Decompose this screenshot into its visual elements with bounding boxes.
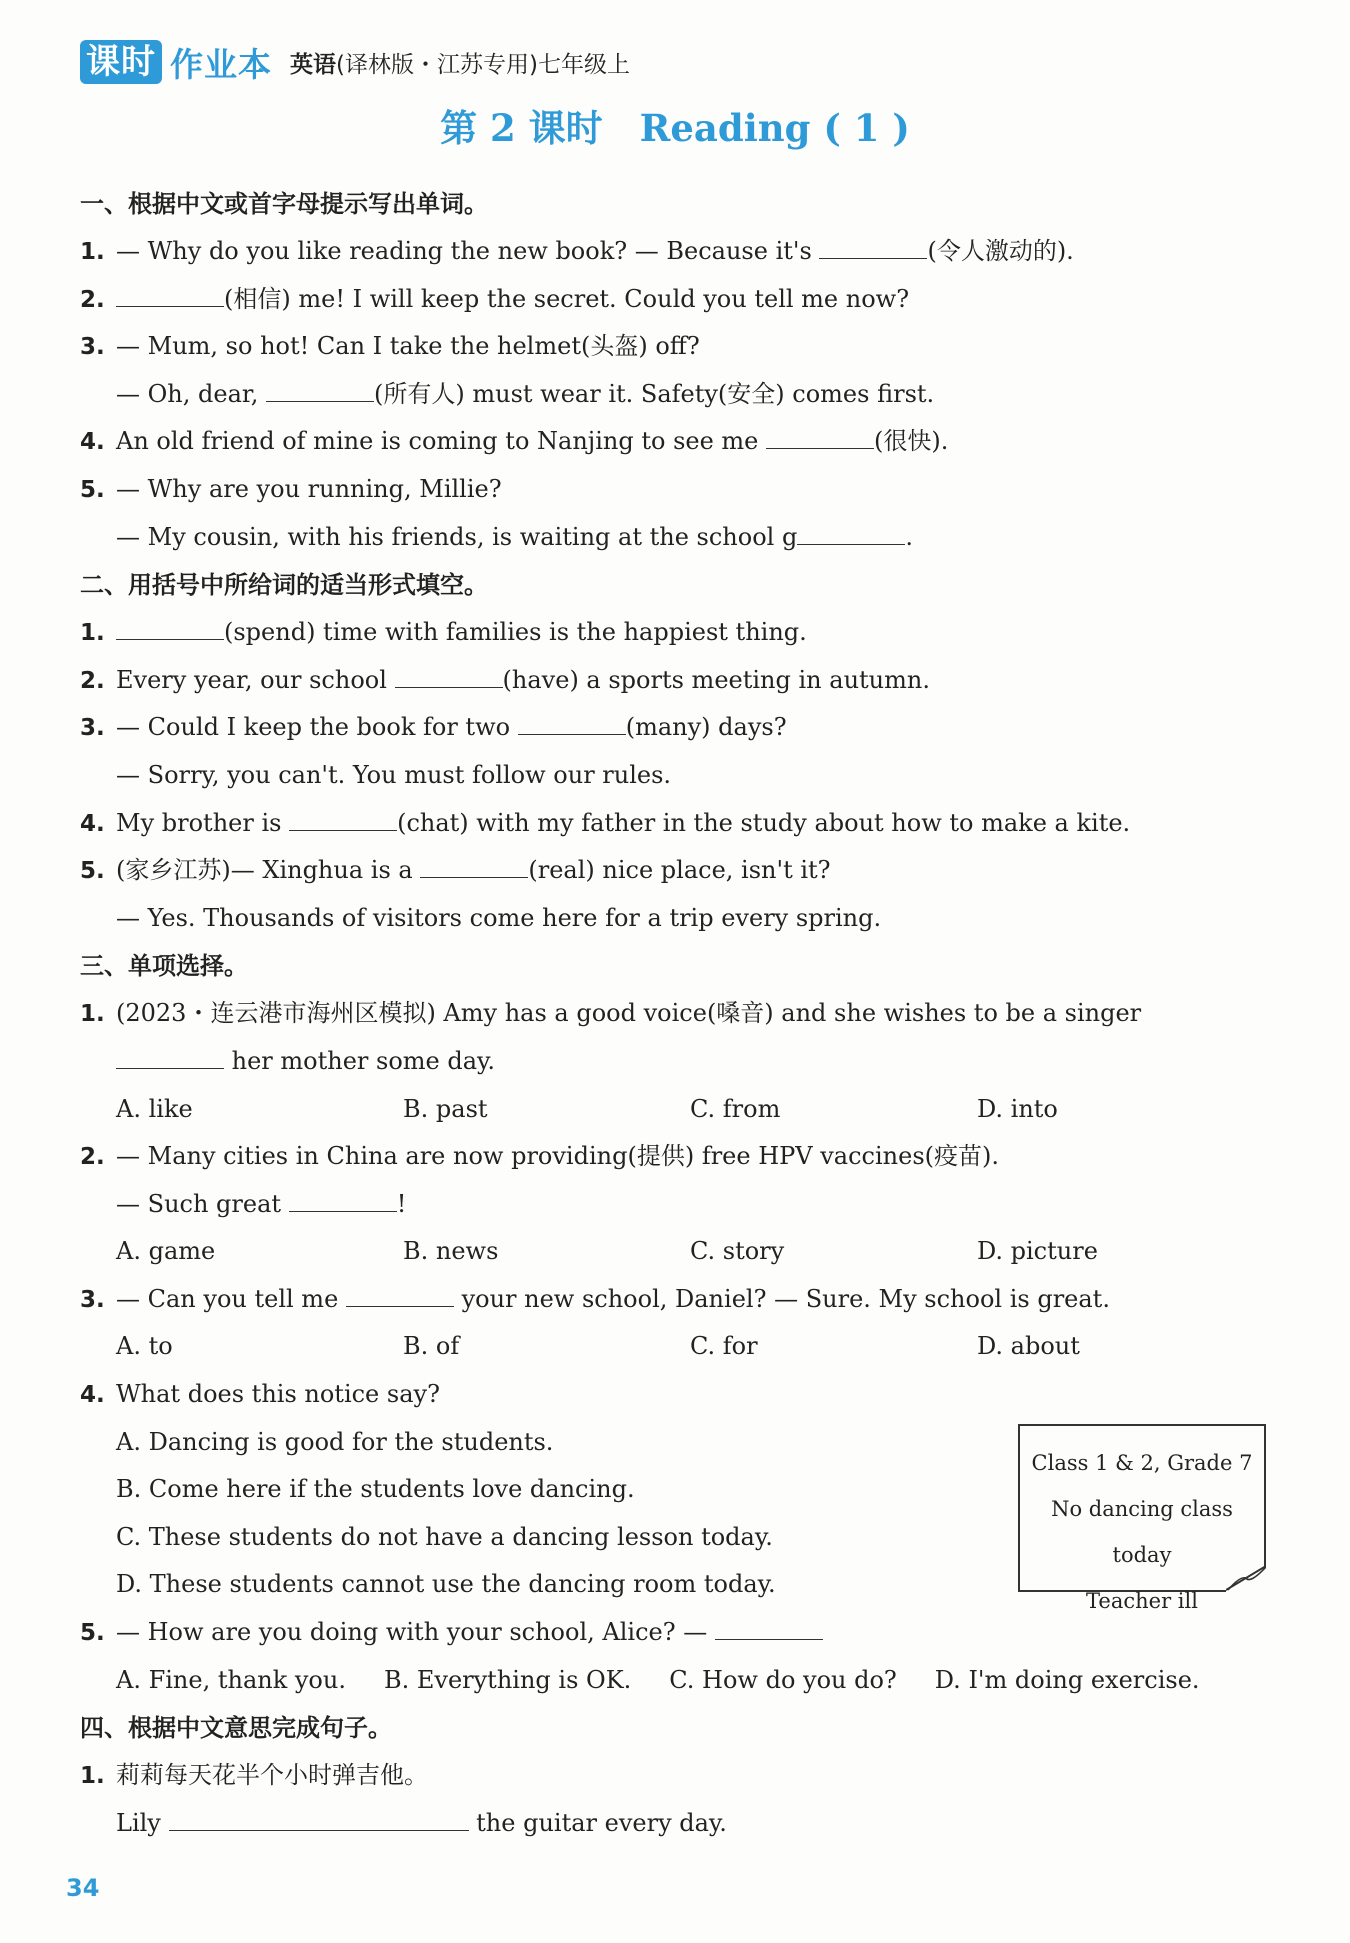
- question-2-4: 4. My brother is (chat) with my father in the study about how to make a kite.: [80, 800, 1280, 848]
- question-1-5-reply: — My cousin, with his friends, is waiting at the school g .: [80, 514, 1280, 562]
- option-c[interactable]: C. for: [690, 1332, 758, 1361]
- question-3-1: 1. (2023・连云港市海州区模拟) Amy has a good voice(嗓音) and she wishes to be a singer: [80, 999, 1142, 1028]
- notice-line-1: Class 1 & 2, Grade 7: [1031, 1451, 1253, 1475]
- option-d[interactable]: D. These students cannot use the dancing room today.: [116, 1570, 776, 1599]
- answer-blank[interactable]: [266, 377, 374, 402]
- brand-logo: 课时: [80, 40, 162, 84]
- answer-blank[interactable]: [169, 1806, 469, 1831]
- answer-blank[interactable]: [819, 234, 927, 259]
- section-heading-1: 一、根据中文或首字母提示写出单词。: [80, 190, 488, 218]
- question-4-1: 1. 莉莉每天花半个小时弹吉他。: [80, 1761, 428, 1790]
- option-d[interactable]: D. I'm doing exercise.: [934, 1665, 1200, 1694]
- brand-name: 作业本: [170, 44, 272, 84]
- answer-blank[interactable]: [766, 424, 874, 449]
- option-b[interactable]: B. news: [403, 1237, 499, 1266]
- book-header: [80, 40, 630, 84]
- question-1-2: 2. (相信) me! I will keep the secret. Could you tell me now?: [80, 276, 1280, 324]
- answer-blank[interactable]: [346, 1282, 454, 1307]
- notice-line-3: Teacher ill: [1086, 1589, 1198, 1613]
- answer-blank[interactable]: [116, 1044, 224, 1069]
- question-2-5: 5. (家乡江苏)— Xinghua is a (real) nice place, isn't it?: [80, 847, 1280, 895]
- page-fold-icon: [1226, 1566, 1266, 1592]
- question-3-1-cont: her mother some day.: [80, 1038, 1280, 1086]
- question-3-2-options: [80, 1228, 1280, 1276]
- question-3-1-options: [80, 1086, 1280, 1134]
- option-c[interactable]: C. How do you do?: [669, 1665, 897, 1694]
- notice-line-2: No dancing class today: [1051, 1497, 1233, 1567]
- answer-blank[interactable]: [116, 615, 224, 640]
- question-3-2-cont: — Such great !: [80, 1181, 1280, 1229]
- option-a[interactable]: A. Dancing is good for the students.: [116, 1427, 554, 1456]
- option-a[interactable]: A. like: [116, 1094, 193, 1123]
- question-3-2: 2. — Many cities in China are now providing(提供) free HPV vaccines(疫苗).: [80, 1142, 1000, 1171]
- question-1-3: 3. — Mum, so hot! Can I take the helmet(头盔) off?: [80, 332, 700, 361]
- option-d[interactable]: D. about: [977, 1332, 1080, 1361]
- question-2-5-reply: — Yes. Thousands of visitors come here for a trip every spring.: [116, 903, 882, 932]
- section-heading-2: 二、用括号中所给词的适当形式填空。: [80, 571, 488, 600]
- answer-blank[interactable]: [420, 853, 528, 878]
- question-2-1: 1. (spend) time with families is the happiest thing.: [80, 609, 1280, 657]
- question-2-3-reply: — Sorry, you can't. You must follow our rules.: [116, 760, 672, 789]
- page-number: 34: [66, 1874, 100, 1902]
- question-3-5-options: [80, 1657, 1280, 1705]
- option-a[interactable]: A. to: [116, 1332, 173, 1361]
- section-heading-4: 四、根据中文意思完成句子。: [80, 1714, 392, 1743]
- section-heading-3: 三、单项选择。: [80, 952, 248, 981]
- question-1-3-reply: — Oh, dear, (所有人) must wear it. Safety(安全) comes first.: [80, 371, 1280, 419]
- option-d[interactable]: D. into: [977, 1094, 1058, 1123]
- option-b[interactable]: B. past: [403, 1094, 488, 1123]
- question-3-5: 5. — How are you doing with your school, Alice? —: [80, 1609, 1280, 1657]
- subject-label: 英语(译林版・江苏专用)七年级上: [290, 51, 630, 78]
- question-3-4: 4. What does this notice say?: [80, 1380, 440, 1409]
- option-c[interactable]: C. from: [690, 1094, 781, 1123]
- option-d[interactable]: D. picture: [977, 1237, 1098, 1266]
- answer-blank[interactable]: [289, 1187, 397, 1212]
- question-3-3-options: [80, 1323, 1280, 1371]
- question-1-5: 5. — Why are you running, Millie?: [80, 474, 502, 503]
- question-2-2: 2. Every year, our school (have) a sports meeting in autumn.: [80, 657, 1280, 705]
- question-1-1: 1. — Why do you like reading the new book? — Because it's (令人激动的).: [80, 228, 1280, 276]
- question-3-3: 3. — Can you tell me your new school, Daniel? — Sure. My school is great.: [80, 1276, 1280, 1324]
- answer-blank[interactable]: [715, 1615, 823, 1640]
- answer-blank[interactable]: [289, 806, 397, 831]
- question-4-1-cont: Lily the guitar every day.: [80, 1800, 1280, 1848]
- option-a[interactable]: A. game: [116, 1237, 216, 1266]
- option-b[interactable]: B. of: [403, 1332, 460, 1361]
- lesson-title: 第 2 课时 Reading ( 1 ): [440, 106, 910, 150]
- answer-blank[interactable]: [518, 710, 626, 735]
- option-a[interactable]: A. Fine, thank you.: [116, 1665, 346, 1694]
- answer-blank[interactable]: [116, 282, 224, 307]
- option-c[interactable]: C. story: [690, 1237, 785, 1266]
- option-b[interactable]: B. Come here if the students love dancing.: [116, 1475, 635, 1504]
- option-b[interactable]: B. Everything is OK.: [383, 1665, 632, 1694]
- answer-blank[interactable]: [395, 663, 503, 688]
- notice-card: [1018, 1424, 1266, 1613]
- answer-blank[interactable]: [797, 520, 905, 545]
- question-1-4: 4. An old friend of mine is coming to Nanjing to see me (很快).: [80, 418, 1280, 466]
- question-2-3: 3. — Could I keep the book for two (many) days?: [80, 704, 1280, 752]
- option-c[interactable]: C. These students do not have a dancing lesson today.: [116, 1522, 773, 1551]
